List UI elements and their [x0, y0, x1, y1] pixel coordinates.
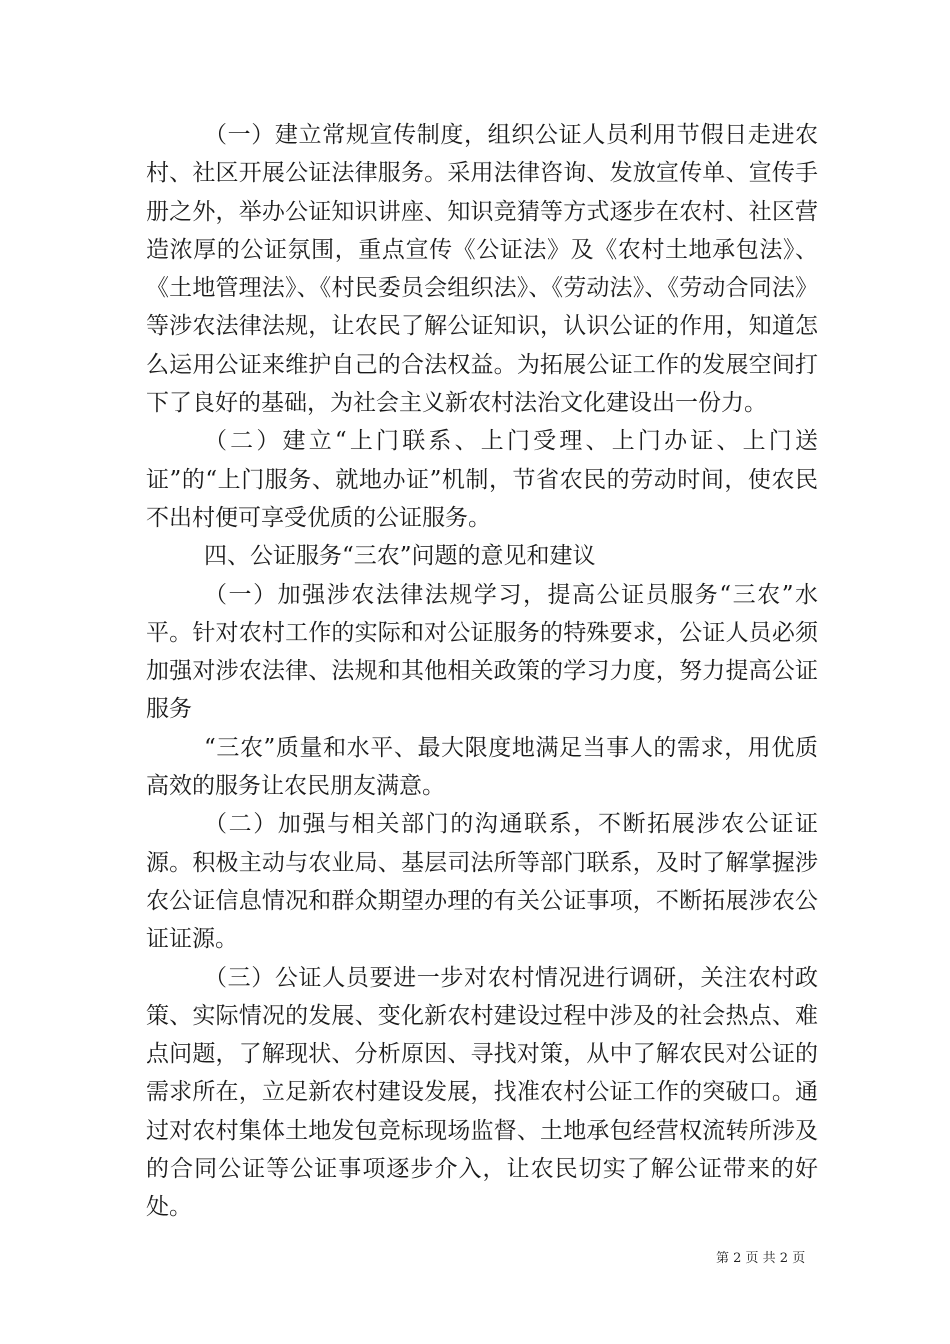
paragraph-door-service: （二）建立“上门联系、上门受理、上门办证、上门送证”的“上门服务、就地办证”机制，节省农民的劳动时间，使农民不出村便可享受优质的公证服务。: [146, 428, 818, 531]
page-number-footer: 第 2 页 共 2 页: [716, 1251, 806, 1266]
paragraph-research: （三）公证人员要进一步对农村情况进行调研，关注农村政策、实际情况的发展、变化新农村建设过程中涉及的社会热点、难点问题，了解现状、分析原因、寻找对策，从中了解农民对公证的需求所在，立足新农村建设发展，找准农村公证工作的突破口。通过对农村集体土地发包竞标现场监督、土地承包经营权流转所涉及的合同公证等公证事项逐步介入，让农民切实了解公证带来的好处。: [146, 964, 818, 1221]
paragraph-study-laws: （一）加强涉农法律法规学习，提高公证员服务“三农”水平。针对农村工作的实际和对公证服务的特殊要求，公证人员必须加强对涉农法律、法规和其他相关政策的学习力度，努力提高公证服务: [146, 581, 818, 723]
body-text: [146, 116, 818, 1227]
section-heading-four: 四、公证服务“三农”问题的意见和建议: [204, 543, 596, 570]
paragraph-quality: “三农”质量和水平、最大限度地满足当事人的需求，用优质高效的服务让农民朋友满意。: [146, 734, 818, 800]
paragraph-publicity: （一）建立常规宣传制度，组织公证人员利用节假日走进农村、社区开展公证法律服务。采用法律咨询、发放宣传单、宣传手册之外，举办公证知识讲座、知识竞猜等方式逐步在农村、社区营造浓厚的公证氛围，重点宣传《公证法》及《农村土地承包法》、《土地管理法》、《村民委员会组织法》、《劳动法》、《劳动合同法》等涉农法律法规，让农民了解公证知识，认识公证的作用，知道怎么运用公证来维护自己的合法权益。为拓展公证工作的发展空间打下了良好的基础，为社会主义新农村法治文化建设出一份力。: [146, 122, 818, 417]
paragraph-communication: （二）加强与相关部门的沟通联系，不断拓展涉农公证证源。积极主动与农业局、基层司法所等部门联系，及时了解掌握涉农公证信息情况和群众期望办理的有关公证事项，不断拓展涉农公证证源。: [146, 811, 818, 953]
